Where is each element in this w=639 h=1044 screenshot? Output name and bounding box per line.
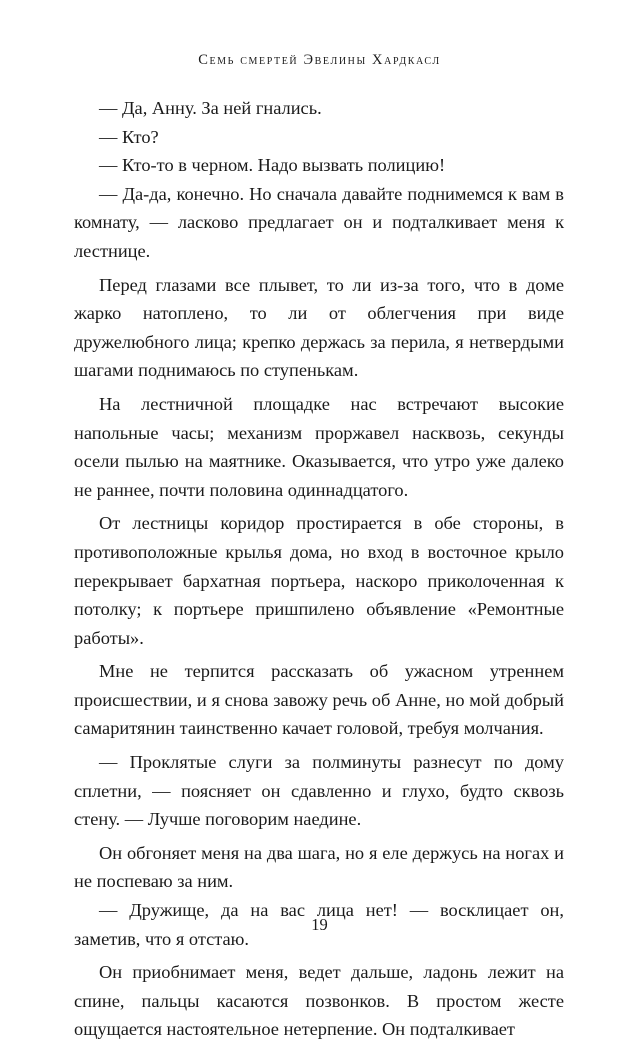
page-number: 19 <box>311 915 328 934</box>
paragraph: Перед глазами все плывет, то ли из-за того, что в доме жарко натоплено, то ли от облегчения при виде дружелюбного лица; крепко держась за перила, я нетвердыми шагами поднимаюсь по ступенькам. <box>74 274 564 381</box>
paragraph: Он приобнимает меня, ведет дальше, ладонь лежит на спине, пальцы касаются позвонков. В простом жесте ощущается настоятельное нетерпение. Он подталкивает <box>74 962 564 1040</box>
paragraph: От лестницы коридор простирается в обе стороны, в противоположные крылья дома, но вход в восточное крыло перекрывает бархатная портьера, наскоро приколоченная к потолку; к портьере пришпилено объявление «Ремонтные работы». <box>74 513 564 648</box>
paragraph: — Дружище, да на вас лица нет! — восклицает он, заметив, что я отстаю. <box>74 900 564 949</box>
paragraph: — Кто? <box>99 126 159 147</box>
paragraph: — Да, Анну. За ней гнались. <box>99 98 322 118</box>
paragraph: Он обгоняет меня на два шага, но я еле держусь на ногах и не поспеваю за ним. <box>74 842 564 892</box>
running-header: Семь смертей Эвелины Хардкасл <box>198 52 441 68</box>
paragraph: — Проклятые слуги за полминуты разнесут по дому сплетни, — поясняет он сдавленно и глухо, будто сквозь стену. — Лучше поговорим наедине. <box>74 752 564 830</box>
body-text <box>74 94 564 1044</box>
paragraph: Мне не терпится рассказать об ужасном утреннем происшествии, и я снова завожу речь об Анне, но мой добрый самаритянин таинственно качает головой, требуя молчания. <box>74 661 564 739</box>
paragraph: — Да-да, конечно. Но сначала давайте поднимемся к вам в комнату, — ласково предлагает он и подталкивает меня к лестнице. <box>74 183 564 261</box>
paragraph: — Кто-то в черном. Надо вызвать полицию! <box>99 155 446 176</box>
paragraph: На лестничной площадке нас встречают высокие напольные часы; механизм проржавел насквозь, секунды осели пылью на маятнике. Оказывается, что утро уже далеко не раннее, почти половина одиннадцатого. <box>74 393 564 500</box>
